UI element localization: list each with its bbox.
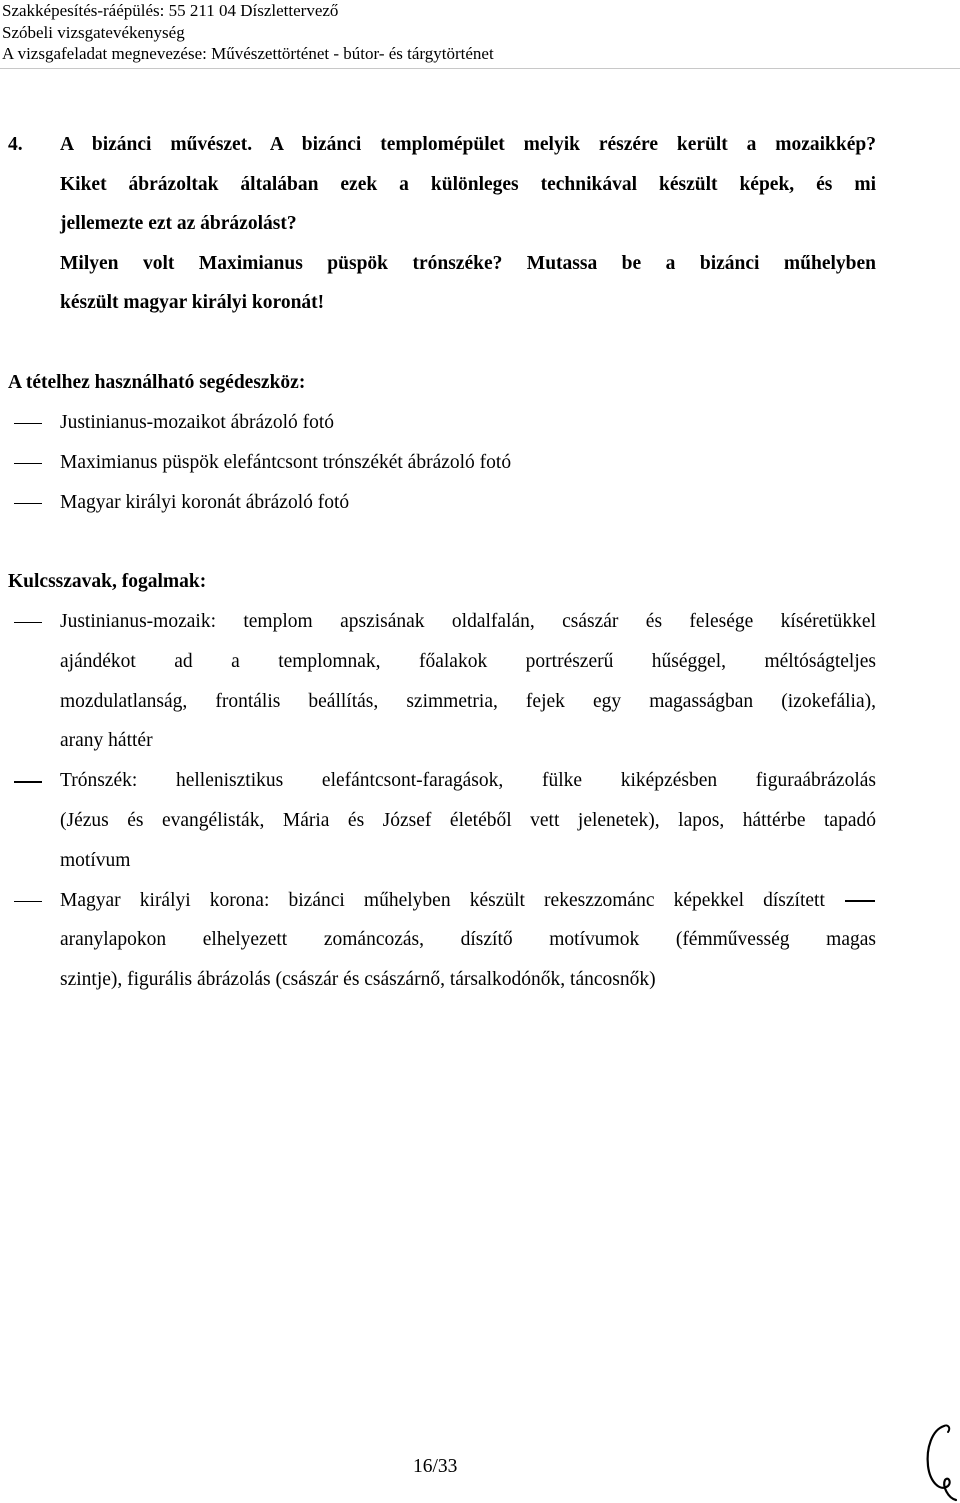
tools-list <box>8 403 876 523</box>
question-block <box>8 125 876 323</box>
keyword-line: ajándékot ad a templomnak, főalakok portrészerű hűséggel, méltóságteljes <box>60 650 876 672</box>
keyword-line: Justinianus-mozaik: templom apszisának oldalfalán, császár és felesége kíséretükkel <box>60 611 876 632</box>
tool-item-text: Magyar királyi koronát ábrázoló fotó <box>60 492 350 513</box>
signature-mark <box>918 1420 960 1503</box>
question-number: 4. <box>8 134 23 155</box>
keywords-heading: Kulcsszavak, fogalmak: <box>8 571 207 592</box>
page-number: 16/33 <box>413 1456 458 1477</box>
header-qualification: Szakképesítés-ráépülés: 55 211 04 Díszlettervező <box>2 1 339 20</box>
keyword-line: motívum <box>60 849 131 871</box>
question-line: A bizánci művészet. A bizánci templomépület melyik részére került a mozaikkép? <box>60 134 876 155</box>
question-line: Kiket ábrázoltak általában ezek a különleges technikával készült képek, és mi <box>60 173 876 195</box>
keyword-line: Trónszék: hellenisztikus elefántcsont-faragások, fülke kiképzésben figuraábrázolás <box>60 770 876 792</box>
header-exam-activity: Szóbeli vizsgatevékenység <box>2 22 185 42</box>
dash-bullet <box>14 622 42 623</box>
dash-bullet <box>14 503 42 504</box>
list-item <box>8 403 876 443</box>
keyword-line-text: Magyar királyi korona: bizánci műhelyben készült rekeszzománc képekkel díszített <box>60 889 825 911</box>
question-line: jellemezte ezt az ábrázolást? <box>60 213 297 234</box>
keyword-line: szintje), figurális ábrázolás (császár és császárnő, társalkodónők, táncosnők) <box>60 969 656 991</box>
list-item <box>8 443 876 483</box>
keyword-line: arany háttér <box>60 730 153 752</box>
header-exam-task: A vizsgafeladat megnevezése: Művészettörténet - bútor- és tárgytörténet <box>2 44 494 63</box>
dash-bullet <box>14 423 42 424</box>
keyword-line: mozdulatlanság, frontális beállítás, szimmetria, fejek egy magasságban (izokefália), <box>60 690 876 712</box>
tool-item-text: Maximianus püspök elefántcsont trónszékét ábrázoló fotó <box>60 452 512 473</box>
dash-bullet <box>14 781 42 782</box>
list-item <box>8 483 876 523</box>
header-divider <box>0 68 960 69</box>
list-item <box>8 761 876 880</box>
keyword-line: aranylapokon elhelyezett zománcozás, díszítő motívumok (fémművesség magas <box>60 929 876 951</box>
question-line: Milyen volt Maximianus püspök trónszéke? Mutassa be a bizánci műhelyben <box>60 252 876 274</box>
question-line: készült magyar királyi koronát! <box>60 292 325 313</box>
keywords-list <box>8 602 876 1000</box>
tools-heading: A tételhez használható segédeszköz: <box>8 372 306 393</box>
inline-dash <box>845 900 875 901</box>
keyword-line: (Jézus és evangélisták, Mária és József életéből vett jelenetek), lapos, háttérbe tapadó <box>60 809 876 831</box>
list-item <box>8 602 876 761</box>
keyword-line <box>60 881 876 921</box>
tool-item-text: Justinianus-mozaikot ábrázoló fotó <box>60 412 335 433</box>
list-item <box>8 881 876 1000</box>
dash-bullet <box>14 463 42 464</box>
dash-bullet <box>14 901 42 902</box>
page-header <box>2 0 494 65</box>
